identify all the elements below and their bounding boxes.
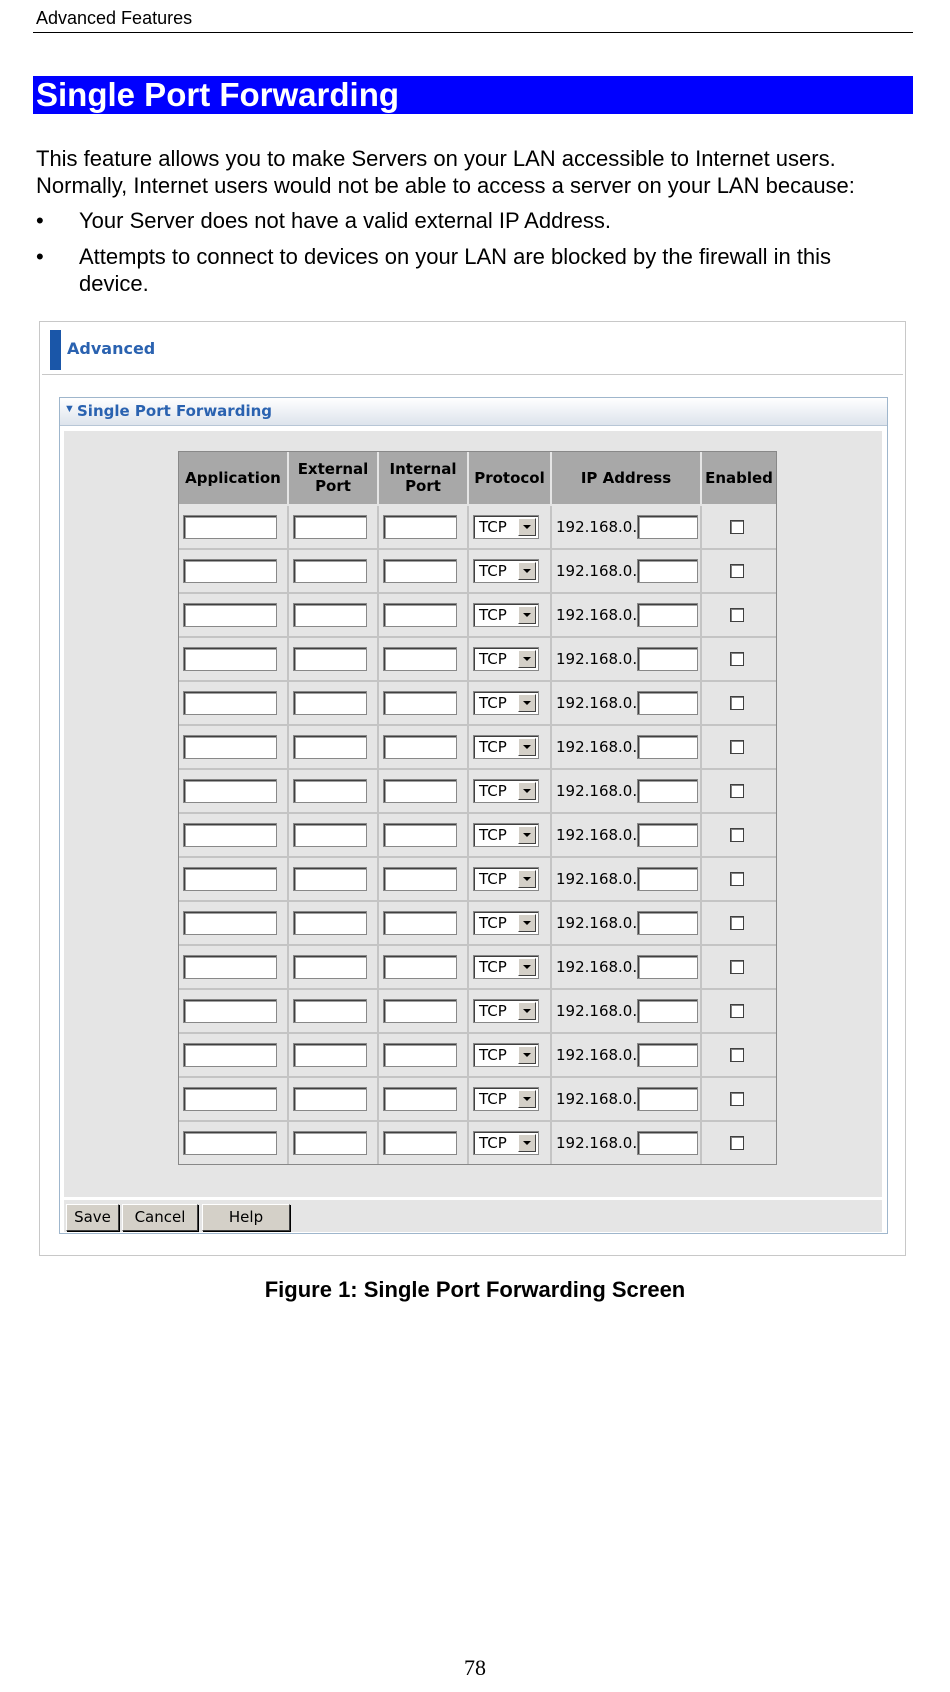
- ip-address-cell: [552, 1078, 702, 1122]
- enabled-cell: [702, 946, 776, 990]
- external-port-cell: [289, 550, 379, 594]
- col-external-port: [289, 452, 379, 506]
- intro-line: This feature allows you to make Servers on your LAN accessible to Internet users.: [36, 146, 836, 171]
- internal-port-input[interactable]: [383, 867, 457, 891]
- ip-prefix: 192.168.0.: [556, 914, 638, 932]
- protocol-selected-value: TCP: [479, 782, 507, 800]
- page-number: 78: [464, 1655, 486, 1680]
- ip-last-octet-input[interactable]: [637, 1087, 698, 1111]
- ip-last-octet-input[interactable]: [637, 559, 698, 583]
- enabled-checkbox[interactable]: [730, 1092, 744, 1106]
- enabled-checkbox[interactable]: [730, 828, 744, 842]
- ip-address-cell: [552, 726, 702, 770]
- enabled-cell: [702, 726, 776, 770]
- external-port-cell: [289, 770, 379, 814]
- port-forwarding-table: [178, 451, 777, 1165]
- enabled-checkbox[interactable]: [730, 740, 744, 754]
- breadcrumb: Advanced: [67, 339, 156, 358]
- bullet-item: [36, 243, 896, 297]
- ip-prefix: 192.168.0.: [556, 694, 638, 712]
- cancel-button[interactable]: Cancel: [122, 1204, 198, 1231]
- table-row: [179, 990, 776, 1034]
- protocol-selected-value: TCP: [479, 738, 507, 756]
- table-row: [179, 1122, 776, 1164]
- table-row: [179, 770, 776, 814]
- enabled-cell: [702, 902, 776, 946]
- enabled-checkbox[interactable]: [730, 1004, 744, 1018]
- application-cell: [179, 858, 289, 902]
- external-port-input[interactable]: [293, 1043, 367, 1067]
- ip-prefix: 192.168.0.: [556, 826, 638, 844]
- protocol-select[interactable]: [473, 1087, 539, 1111]
- application-cell: [179, 1034, 289, 1078]
- internal-port-cell: [379, 1034, 469, 1078]
- col-internal-port: [379, 452, 469, 506]
- internal-port-input[interactable]: [383, 603, 457, 627]
- external-port-input[interactable]: [293, 691, 367, 715]
- bullet-text: Your Server does not have a valid external IP Address.: [79, 208, 611, 233]
- application-cell: [179, 990, 289, 1034]
- dropdown-arrow-icon[interactable]: [518, 738, 536, 756]
- ip-prefix: 192.168.0.: [556, 1090, 638, 1108]
- breadcrumb-accent-bar: [50, 330, 61, 370]
- internal-port-cell: [379, 946, 469, 990]
- enabled-checkbox[interactable]: [730, 916, 744, 930]
- table-body: [179, 506, 776, 1164]
- bullet-symbol: •: [36, 244, 44, 269]
- ip-last-octet-input[interactable]: [637, 1043, 698, 1067]
- panel-header[interactable]: [60, 398, 887, 426]
- ip-last-octet-input[interactable]: [637, 955, 698, 979]
- application-input[interactable]: [183, 779, 277, 803]
- application-input[interactable]: [183, 647, 277, 671]
- internal-port-input[interactable]: [383, 1087, 457, 1111]
- dropdown-arrow-icon[interactable]: [518, 958, 536, 976]
- application-cell: [179, 594, 289, 638]
- external-port-cell: [289, 946, 379, 990]
- protocol-cell: [469, 550, 552, 594]
- port-forwarding-panel: [59, 397, 888, 1234]
- internal-port-input[interactable]: [383, 999, 457, 1023]
- enabled-checkbox[interactable]: [730, 784, 744, 798]
- col-internal-port-line: Port: [405, 477, 441, 495]
- table-row: [179, 902, 776, 946]
- table-header-row: [179, 452, 776, 506]
- protocol-selected-value: TCP: [479, 914, 507, 932]
- enabled-cell: [702, 1122, 776, 1164]
- col-application: Application: [179, 452, 289, 506]
- ip-prefix: 192.168.0.: [556, 518, 638, 536]
- col-ip-address: IP Address: [552, 452, 702, 506]
- application-input[interactable]: [183, 823, 277, 847]
- enabled-checkbox[interactable]: [730, 1048, 744, 1062]
- enabled-checkbox[interactable]: [730, 872, 744, 886]
- table-row: [179, 594, 776, 638]
- external-port-input[interactable]: [293, 823, 367, 847]
- section-title: Single Port Forwarding: [33, 76, 913, 114]
- ip-address-cell: [552, 858, 702, 902]
- ip-last-octet-input[interactable]: [637, 691, 698, 715]
- col-internal-port-line: Internal: [389, 460, 457, 478]
- ip-address-cell: [552, 1122, 702, 1164]
- external-port-input[interactable]: [293, 1131, 367, 1155]
- protocol-cell: [469, 1034, 552, 1078]
- table-row: [179, 506, 776, 550]
- external-port-cell: [289, 858, 379, 902]
- table-row: [179, 638, 776, 682]
- internal-port-cell: [379, 594, 469, 638]
- external-port-cell: [289, 594, 379, 638]
- protocol-selected-value: TCP: [479, 1046, 507, 1064]
- application-input[interactable]: [183, 1087, 277, 1111]
- table-row: [179, 814, 776, 858]
- application-input[interactable]: [183, 911, 277, 935]
- internal-port-input[interactable]: [383, 735, 457, 759]
- intro-paragraph: [36, 145, 936, 199]
- protocol-select[interactable]: [473, 691, 539, 715]
- ip-address-cell: [552, 550, 702, 594]
- external-port-input[interactable]: [293, 559, 367, 583]
- protocol-select[interactable]: [473, 1043, 539, 1067]
- protocol-select[interactable]: [473, 823, 539, 847]
- dropdown-arrow-icon[interactable]: [518, 1002, 536, 1020]
- application-input[interactable]: [183, 999, 277, 1023]
- protocol-selected-value: TCP: [479, 518, 507, 536]
- ip-last-octet-input[interactable]: [637, 823, 698, 847]
- ip-last-octet-input[interactable]: [637, 867, 698, 891]
- ip-address-cell: [552, 506, 702, 550]
- internal-port-input[interactable]: [383, 823, 457, 847]
- ip-prefix: 192.168.0.: [556, 870, 638, 888]
- application-input[interactable]: [183, 867, 277, 891]
- enabled-checkbox[interactable]: [730, 960, 744, 974]
- dropdown-arrow-icon[interactable]: [518, 694, 536, 712]
- protocol-select[interactable]: [473, 999, 539, 1023]
- save-button[interactable]: Save: [66, 1204, 119, 1231]
- external-port-input[interactable]: [293, 999, 367, 1023]
- table-row: [179, 682, 776, 726]
- figure-caption: Figure 1: Single Port Forwarding Screen: [264, 1277, 686, 1302]
- ip-prefix: 192.168.0.: [556, 562, 638, 580]
- dropdown-arrow-icon[interactable]: [518, 782, 536, 800]
- external-port-cell: [289, 1122, 379, 1164]
- application-input[interactable]: [183, 691, 277, 715]
- protocol-cell: [469, 946, 552, 990]
- application-cell: [179, 682, 289, 726]
- panel-title: Single Port Forwarding: [77, 402, 272, 420]
- application-input[interactable]: [183, 1131, 277, 1155]
- ip-address-cell: [552, 770, 702, 814]
- application-cell: [179, 726, 289, 770]
- enabled-checkbox[interactable]: [730, 652, 744, 666]
- external-port-cell: [289, 1078, 379, 1122]
- enabled-cell: [702, 638, 776, 682]
- protocol-selected-value: TCP: [479, 826, 507, 844]
- internal-port-input[interactable]: [383, 691, 457, 715]
- external-port-input[interactable]: [293, 515, 367, 539]
- external-port-input[interactable]: [293, 603, 367, 627]
- ip-last-octet-input[interactable]: [637, 515, 698, 539]
- table-row: [179, 1034, 776, 1078]
- ip-prefix: 192.168.0.: [556, 1002, 638, 1020]
- internal-port-input[interactable]: [383, 1131, 457, 1155]
- dropdown-arrow-icon[interactable]: [518, 1090, 536, 1108]
- application-cell: [179, 814, 289, 858]
- protocol-cell: [469, 814, 552, 858]
- dropdown-arrow-icon[interactable]: [518, 518, 536, 536]
- ip-address-cell: [552, 946, 702, 990]
- page-header: Advanced Features: [36, 8, 193, 28]
- application-input[interactable]: [183, 735, 277, 759]
- application-input[interactable]: [183, 515, 277, 539]
- application-cell: [179, 946, 289, 990]
- ip-address-cell: [552, 814, 702, 858]
- protocol-cell: [469, 1078, 552, 1122]
- internal-port-cell: [379, 506, 469, 550]
- internal-port-cell: [379, 682, 469, 726]
- internal-port-cell: [379, 1078, 469, 1122]
- bullet-item: [36, 207, 896, 234]
- internal-port-input[interactable]: [383, 515, 457, 539]
- protocol-select[interactable]: [473, 911, 539, 935]
- enabled-cell: [702, 550, 776, 594]
- protocol-selected-value: TCP: [479, 650, 507, 668]
- enabled-cell: [702, 990, 776, 1034]
- table-row: [179, 946, 776, 990]
- enabled-cell: [702, 858, 776, 902]
- ip-address-cell: [552, 594, 702, 638]
- dropdown-arrow-icon[interactable]: [518, 914, 536, 932]
- breadcrumb-divider: [42, 374, 903, 375]
- protocol-cell: [469, 594, 552, 638]
- protocol-cell: [469, 638, 552, 682]
- protocol-select[interactable]: [473, 603, 539, 627]
- enabled-cell: [702, 682, 776, 726]
- internal-port-cell: [379, 550, 469, 594]
- protocol-cell: [469, 682, 552, 726]
- protocol-select[interactable]: [473, 867, 539, 891]
- help-button[interactable]: Help: [202, 1204, 290, 1231]
- external-port-cell: [289, 638, 379, 682]
- protocol-selected-value: TCP: [479, 870, 507, 888]
- ip-address-cell: [552, 638, 702, 682]
- enabled-checkbox[interactable]: [730, 608, 744, 622]
- dropdown-arrow-icon[interactable]: [518, 1046, 536, 1064]
- external-port-cell: [289, 1034, 379, 1078]
- application-input[interactable]: [183, 1043, 277, 1067]
- ip-address-cell: [552, 682, 702, 726]
- enabled-cell: [702, 1034, 776, 1078]
- enabled-checkbox[interactable]: [730, 1136, 744, 1150]
- protocol-cell: [469, 902, 552, 946]
- ip-prefix: 192.168.0.: [556, 1134, 638, 1152]
- application-cell: [179, 770, 289, 814]
- external-port-input[interactable]: [293, 867, 367, 891]
- protocol-cell: [469, 726, 552, 770]
- header-rule: [33, 32, 913, 33]
- protocol-select[interactable]: [473, 559, 539, 583]
- ip-last-octet-input[interactable]: [637, 647, 698, 671]
- col-external-port-line: Port: [315, 477, 351, 495]
- ip-last-octet-input[interactable]: [637, 779, 698, 803]
- external-port-input[interactable]: [293, 911, 367, 935]
- panel-body: [64, 431, 882, 1197]
- protocol-selected-value: TCP: [479, 562, 507, 580]
- external-port-input[interactable]: [293, 779, 367, 803]
- external-port-cell: [289, 506, 379, 550]
- protocol-selected-value: TCP: [479, 1002, 507, 1020]
- internal-port-input[interactable]: [383, 911, 457, 935]
- protocol-select[interactable]: [473, 735, 539, 759]
- external-port-cell: [289, 902, 379, 946]
- internal-port-input[interactable]: [383, 955, 457, 979]
- enabled-checkbox[interactable]: [730, 696, 744, 710]
- external-port-cell: [289, 682, 379, 726]
- internal-port-cell: [379, 990, 469, 1034]
- protocol-cell: [469, 1122, 552, 1164]
- protocol-cell: [469, 858, 552, 902]
- bullet-text: Attempts to connect to devices on your LAN are blocked by the firewall in this device.: [79, 244, 832, 296]
- enabled-checkbox[interactable]: [730, 520, 744, 534]
- application-input[interactable]: [183, 603, 277, 627]
- application-input[interactable]: [183, 955, 277, 979]
- ip-prefix: 192.168.0.: [556, 958, 638, 976]
- application-cell: [179, 638, 289, 682]
- ip-last-octet-input[interactable]: [637, 735, 698, 759]
- table-row: [179, 726, 776, 770]
- button-bar: [64, 1200, 882, 1232]
- external-port-cell: [289, 814, 379, 858]
- dropdown-arrow-icon[interactable]: [518, 870, 536, 888]
- dropdown-arrow-icon[interactable]: [518, 562, 536, 580]
- dropdown-arrow-icon[interactable]: [518, 650, 536, 668]
- protocol-cell: [469, 990, 552, 1034]
- external-port-cell: [289, 990, 379, 1034]
- enabled-cell: [702, 594, 776, 638]
- protocol-select[interactable]: [473, 1131, 539, 1155]
- application-cell: [179, 506, 289, 550]
- ip-last-octet-input[interactable]: [637, 1131, 698, 1155]
- table-row: [179, 550, 776, 594]
- enabled-cell: [702, 814, 776, 858]
- internal-port-cell: [379, 902, 469, 946]
- ip-prefix: 192.168.0.: [556, 782, 638, 800]
- protocol-select[interactable]: [473, 515, 539, 539]
- ip-prefix: 192.168.0.: [556, 738, 638, 756]
- internal-port-cell: [379, 858, 469, 902]
- application-input[interactable]: [183, 559, 277, 583]
- enabled-cell: [702, 506, 776, 550]
- ip-prefix: 192.168.0.: [556, 1046, 638, 1064]
- col-external-port-line: External: [297, 460, 369, 478]
- protocol-selected-value: TCP: [479, 1090, 507, 1108]
- bullet-symbol: •: [36, 208, 44, 233]
- router-screenshot: [39, 321, 906, 1256]
- protocol-selected-value: TCP: [479, 606, 507, 624]
- ip-address-cell: [552, 902, 702, 946]
- protocol-select[interactable]: [473, 955, 539, 979]
- internal-port-cell: [379, 638, 469, 682]
- external-port-input[interactable]: [293, 735, 367, 759]
- ip-last-octet-input[interactable]: [637, 603, 698, 627]
- internal-port-cell: [379, 1122, 469, 1164]
- ip-prefix: 192.168.0.: [556, 650, 638, 668]
- application-cell: [179, 902, 289, 946]
- table-row: [179, 1078, 776, 1122]
- external-port-input[interactable]: [293, 1087, 367, 1111]
- ip-address-cell: [552, 1034, 702, 1078]
- protocol-selected-value: TCP: [479, 1134, 507, 1152]
- table-row: [179, 858, 776, 902]
- internal-port-cell: [379, 770, 469, 814]
- internal-port-cell: [379, 814, 469, 858]
- ip-address-cell: [552, 990, 702, 1034]
- dropdown-arrow-icon[interactable]: [518, 606, 536, 624]
- internal-port-cell: [379, 726, 469, 770]
- ip-prefix: 192.168.0.: [556, 606, 638, 624]
- external-port-cell: [289, 726, 379, 770]
- internal-port-input[interactable]: [383, 779, 457, 803]
- internal-port-input[interactable]: [383, 647, 457, 671]
- bullet-list: [36, 207, 896, 306]
- protocol-select[interactable]: [473, 647, 539, 671]
- application-cell: [179, 550, 289, 594]
- dropdown-arrow-icon[interactable]: [518, 826, 536, 844]
- protocol-selected-value: TCP: [479, 694, 507, 712]
- internal-port-input[interactable]: [383, 559, 457, 583]
- ip-last-octet-input[interactable]: [637, 911, 698, 935]
- ip-last-octet-input[interactable]: [637, 999, 698, 1023]
- intro-line: Normally, Internet users would not be able to access a server on your LAN because:: [36, 173, 855, 198]
- protocol-cell: [469, 770, 552, 814]
- collapse-caret-icon[interactable]: ▼: [64, 403, 75, 415]
- protocol-selected-value: TCP: [479, 958, 507, 976]
- enabled-checkbox[interactable]: [730, 564, 744, 578]
- enabled-cell: [702, 770, 776, 814]
- protocol-cell: [469, 506, 552, 550]
- external-port-input[interactable]: [293, 647, 367, 671]
- enabled-cell: [702, 1078, 776, 1122]
- col-enabled: Enabled: [702, 452, 776, 506]
- internal-port-input[interactable]: [383, 1043, 457, 1067]
- col-protocol: Protocol: [469, 452, 552, 506]
- application-cell: [179, 1122, 289, 1164]
- protocol-select[interactable]: [473, 779, 539, 803]
- external-port-input[interactable]: [293, 955, 367, 979]
- application-cell: [179, 1078, 289, 1122]
- dropdown-arrow-icon[interactable]: [518, 1134, 536, 1152]
